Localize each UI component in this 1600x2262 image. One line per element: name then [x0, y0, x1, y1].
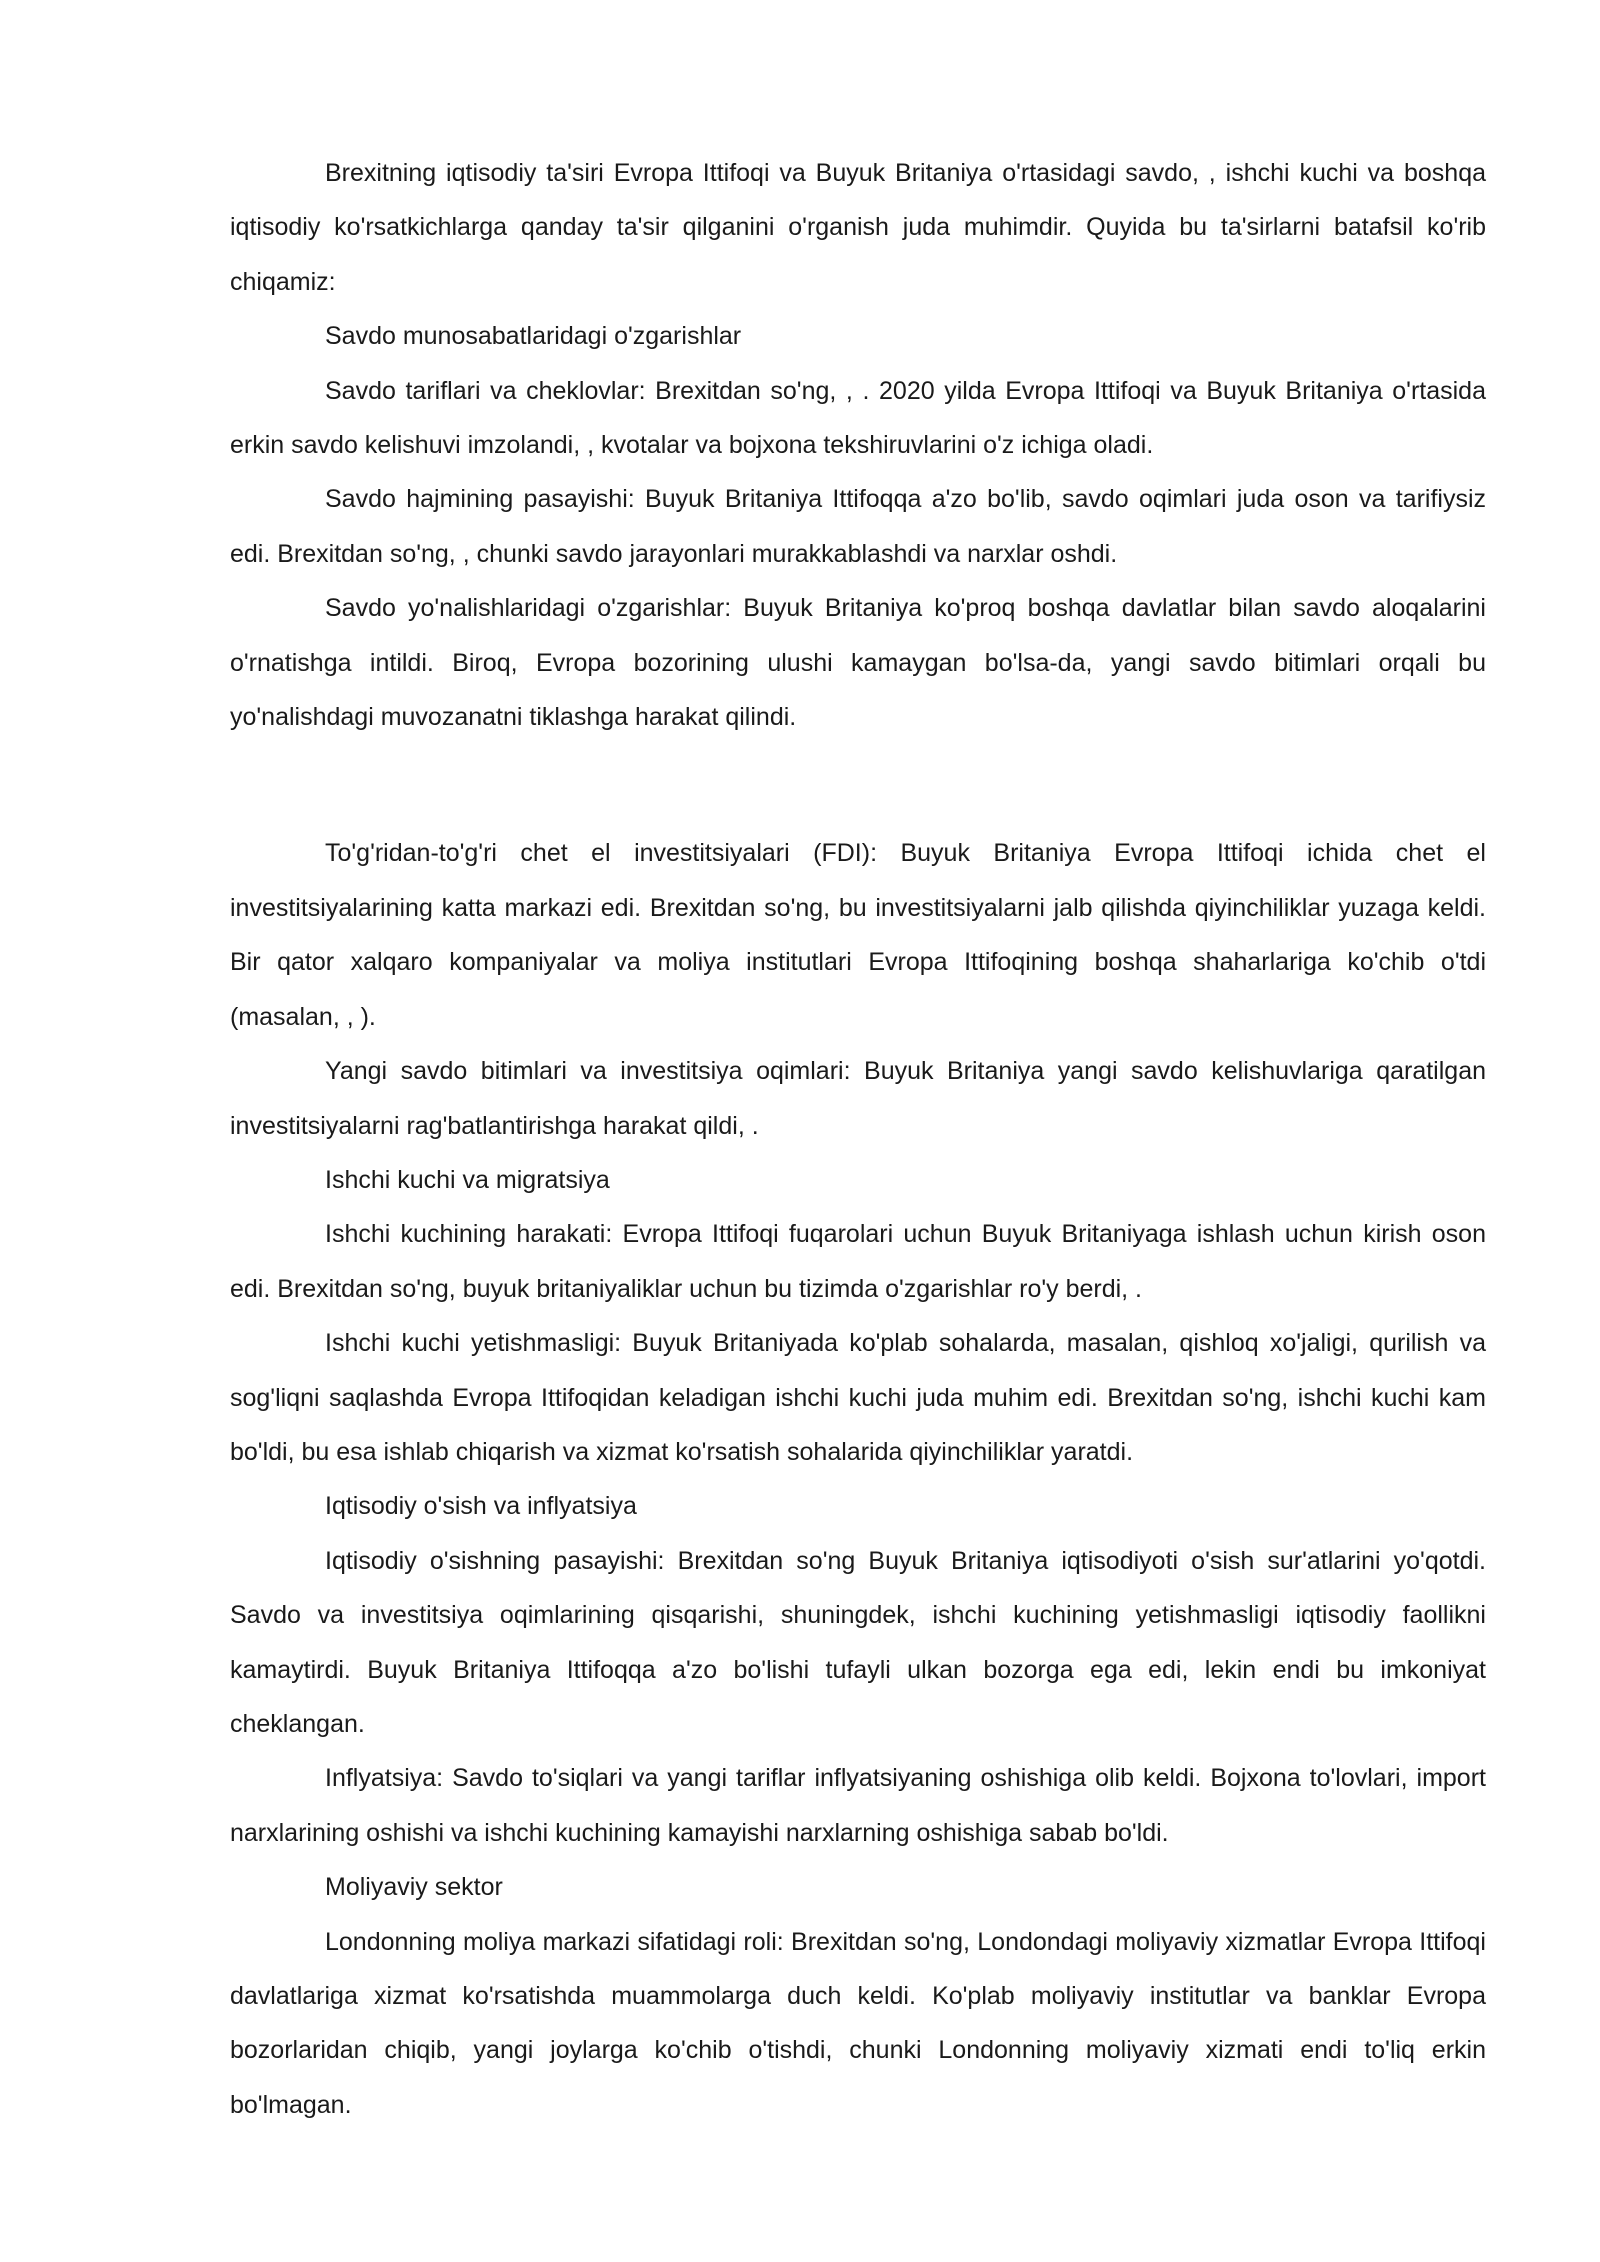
- paragraph-growth-decline: Iqtisodiy o'sishning pasayishi: Brexitdan so'ng Buyuk Britaniya iqtisodiyoti o'sish sur'atlarini yo'qotdi. Savdo va investitsiya oqimlarining qisqarishi, shuningdek, ishchi kuchining yetishmasligi iqtisodiy faollikni kamaytirdi. Buyuk Britaniya Ittifoqqa a'zo bo'lishi tufayli ulkan bozorga ega edi, lekin endi bu imkoniyat cheklangan.: [230, 1546, 1486, 1738]
- paragraph-new-trade-deals: Yangi savdo bitimlari va investitsiya oqimlari: Buyuk Britaniya yangi savdo kelishuvlariga qaratilgan investitsiyalarni rag'batlantirishga harakat qildi, .: [230, 1057, 1486, 1140]
- heading-financial-sector: Moliyaviy sektor: [325, 1873, 503, 1902]
- paragraph-london-finance: Londonning moliya markazi sifatidagi roli: Brexitdan so'ng, Londondagi moliyaviy xizmatlar Evropa Ittifoqi davlatlariga xizmat ko'rsatishda muammolarga duch keldi. Ko'plab moliyaviy institutlar va banklar Evropa bozorlaridan chiqib, yangi joylarga ko'chib o'tishdi, chunki Londonning moliyaviy xizmati endi to'liq erkin bo'lmagan.: [230, 1927, 1486, 2119]
- heading-trade-relations: Savdo munosabatlaridagi o'zgarishlar: [325, 322, 742, 351]
- paragraph-labor-mobility: Ishchi kuchining harakati: Evropa Ittifoqi fuqarolari uchun Buyuk Britaniyaga ishlash uchun kirish oson edi. Brexitdan so'ng, buyuk britaniyaliklar uchun bu tizimda o'zgarishlar ro'y berdi, .: [230, 1220, 1486, 1303]
- document-page: [230, 146, 1486, 2132]
- paragraph-trade-tariffs: Savdo tariflari va cheklovlar: Brexitdan so'ng, , . 2020 yilda Evropa Ittifoqi va Buyuk Britaniya o'rtasida erkin savdo kelishuvi imzolandi, , kvotalar va bojxona tekshiruvlarini o'z ichiga oladi.: [230, 376, 1486, 460]
- paragraph-labor-shortage: Ishchi kuchi yetishmasligi: Buyuk Britaniyada ko'plab sohalarda, masalan, qishloq xo'jaligi, qurilish va sog'liqni saqlashda Evropa Ittifoqidan keladigan ishchi kuchi juda muhim edi. Brexitdan so'ng, ishchi kuchi kam bo'ldi, bu esa ishlab chiqarish va xizmat ko'rsatish sohalarida qiyinchiliklar yaratdi.: [230, 1329, 1486, 1466]
- blank-gap: [230, 744, 1486, 826]
- heading-growth-inflation: Iqtisodiy o'sish va inflyatsiya: [325, 1492, 637, 1521]
- paragraph-intro: Brexitning iqtisodiy ta'siri Evropa Ittifoqi va Buyuk Britaniya o'rtasidagi savdo, , ishchi kuchi va boshqa iqtisodiy ko'rsatkichlarga qanday ta'sir qilganini o'rganish juda muhimdir. Quyida bu ta'sirlarni batafsil ko'rib chiqamiz:: [230, 159, 1486, 296]
- heading-labor-migration: Ishchi kuchi va migratsiya: [325, 1165, 610, 1194]
- paragraph-inflation: Inflyatsiya: Savdo to'siqlari va yangi tariflar inflyatsiyaning oshishiga olib keldi. Bojxona to'lovlari, import narxlarining oshishi va ishchi kuchining kamayishi narxlarning oshishiga sabab bo'ldi.: [230, 1764, 1486, 1847]
- paragraph-trade-directions: Savdo yo'nalishlaridagi o'zgarishlar: Buyuk Britaniya ko'proq boshqa davlatlar bilan savdo aloqalarini o'rnatishga intildi. Biroq, Evropa bozorining ulushi kamaygan bo'lsa-da, yangi savdo bitimlari orqali bu yo'nalishdagi muvozanatni tiklashga harakat qilindi.: [230, 594, 1486, 732]
- paragraph-fdi: To'g'ridan-to'g'ri chet el investitsiyalari (FDI): Buyuk Britaniya Evropa Ittifoqi ichida chet el investitsiyalarining katta markazi edi. Brexitdan so'ng, bu investitsiyalarni jalb qilishda qiyinchiliklar yuzaga keldi. Bir qator xalqaro kompaniyalar va moliya institutlari Evropa Ittifoqining boshqa shaharlariga ko'chib o'tdi (masalan, , ).: [230, 839, 1486, 1031]
- paragraph-trade-volume: Savdo hajmining pasayishi: Buyuk Britaniya Ittifoqqa a'zo bo'lib, savdo oqimlari juda oson va tarifiysiz edi. Brexitdan so'ng, , chunki savdo jarayonlari murakkablashdi va narxlar oshdi.: [230, 485, 1486, 568]
